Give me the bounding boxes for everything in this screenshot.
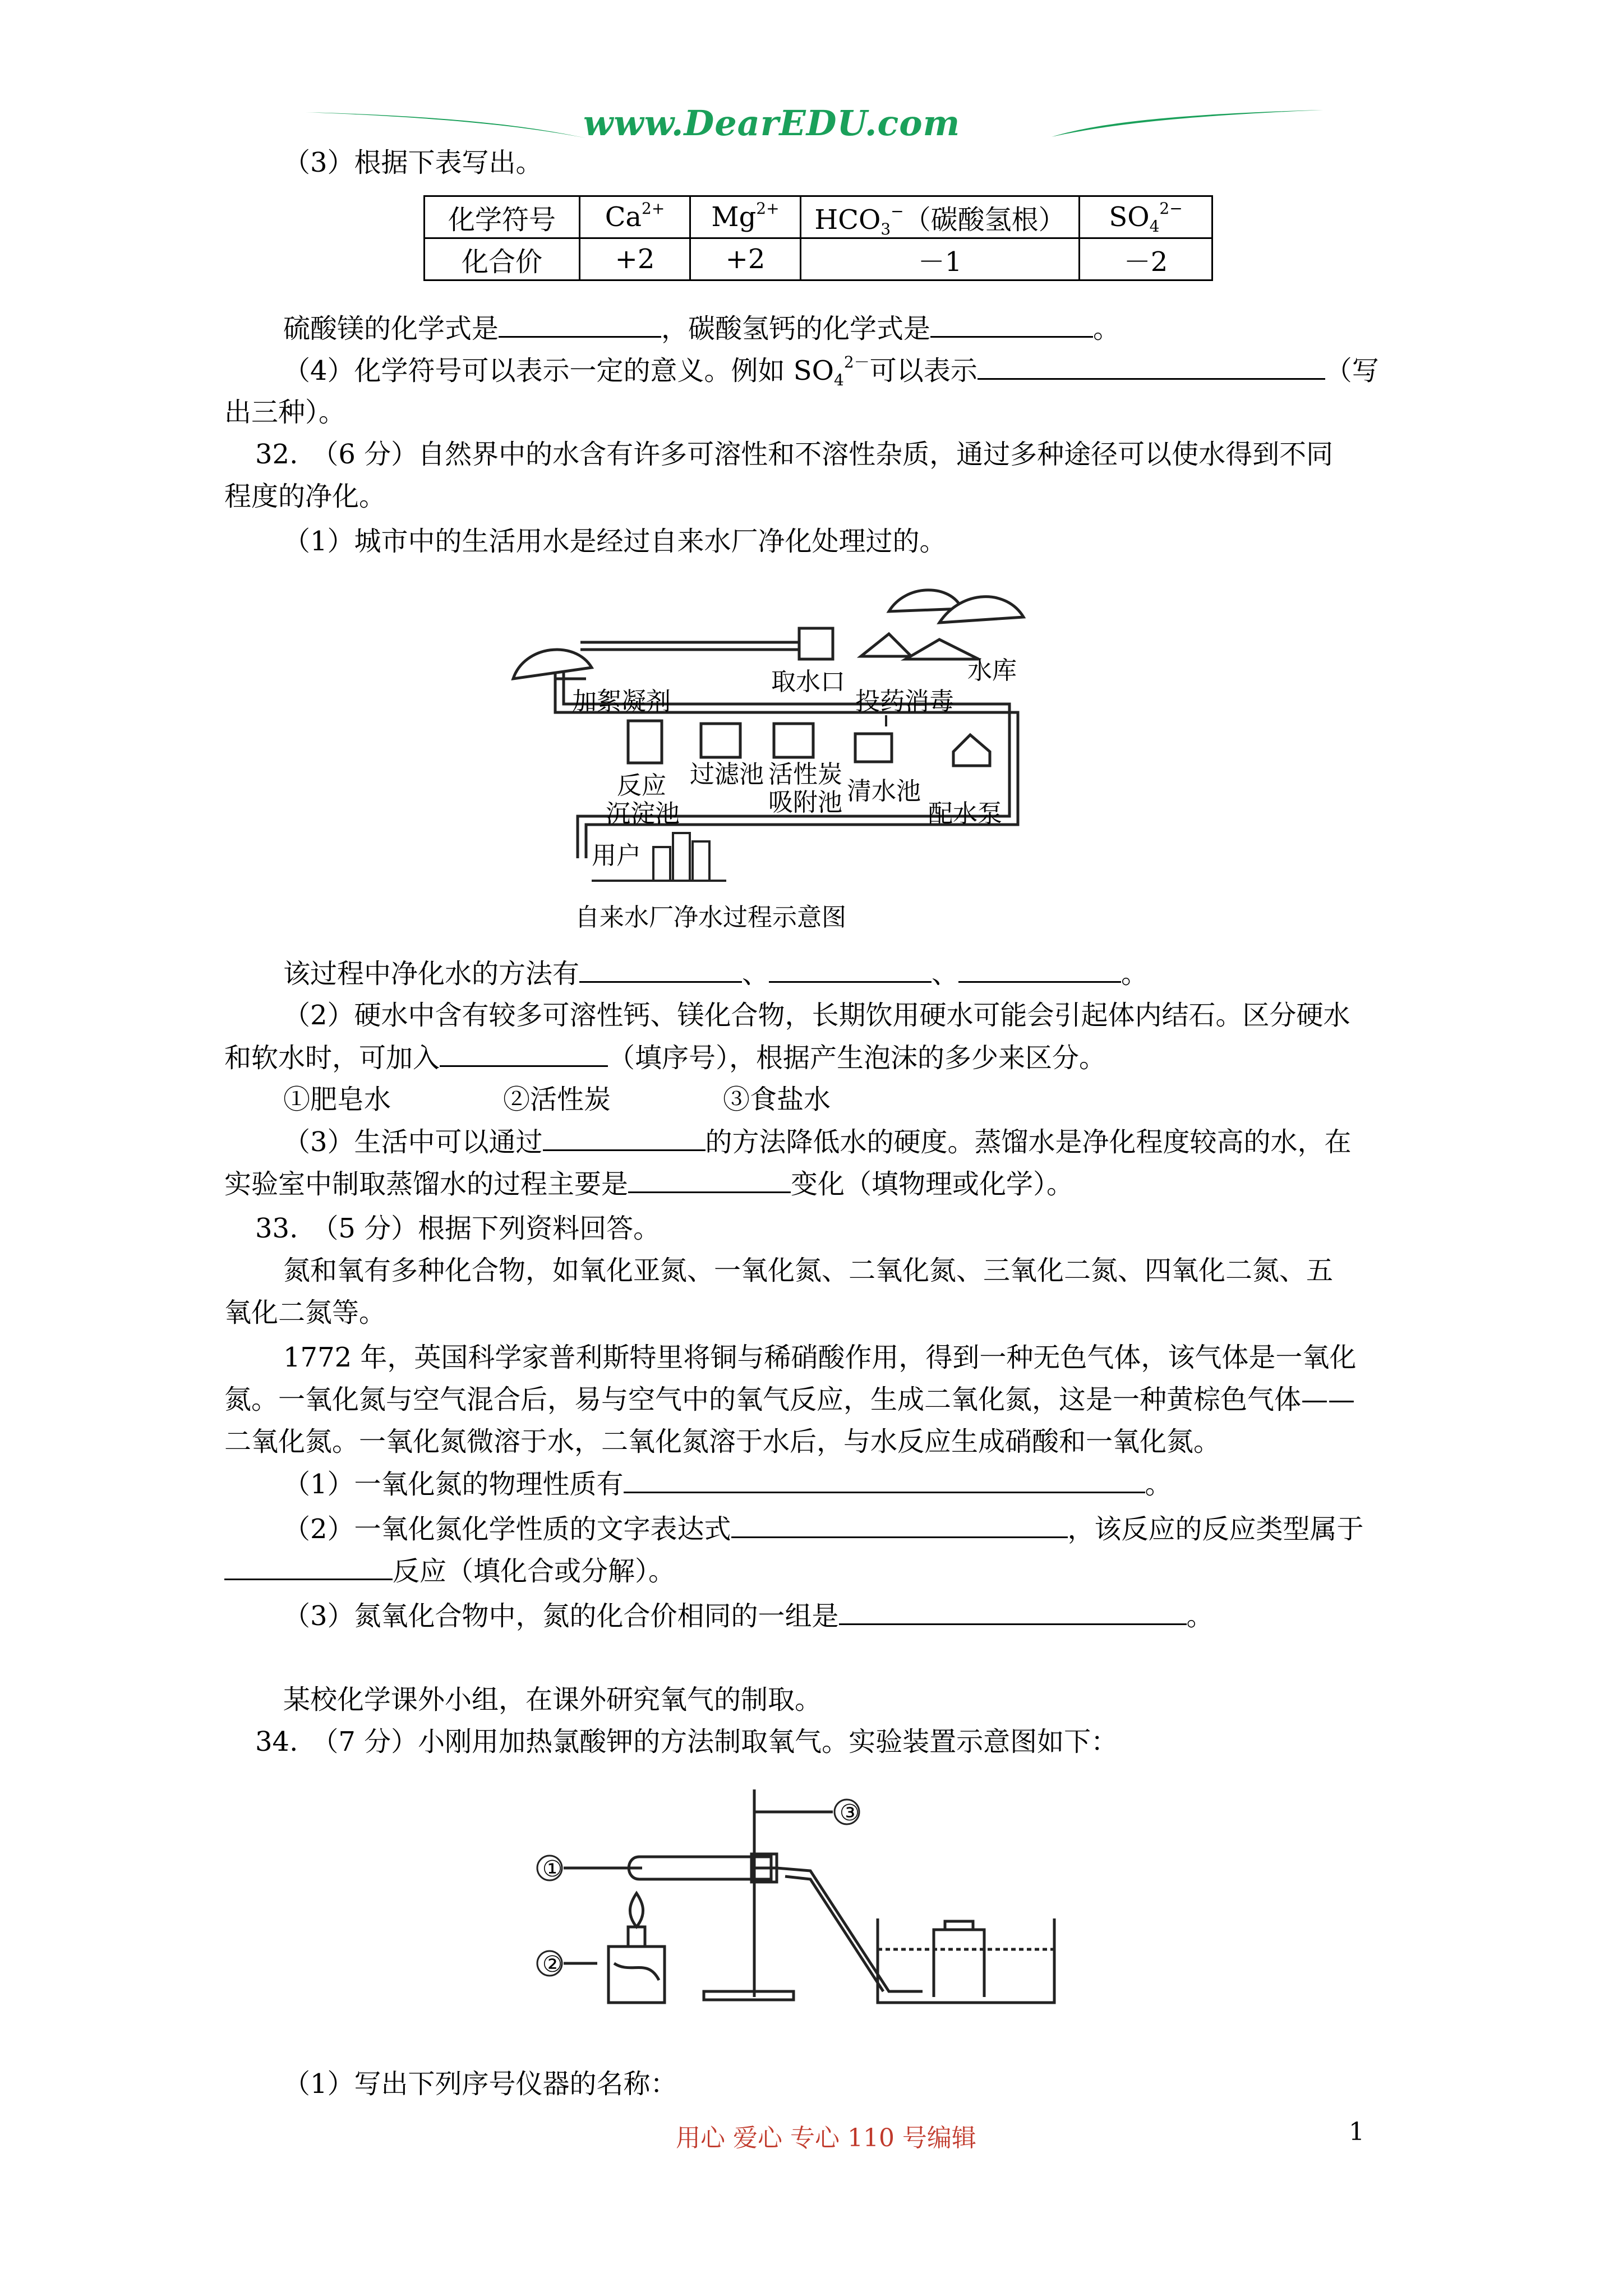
q32-heading: 32. （6 分）自然界中的水含有许多可溶性和不溶性杂质，通过多种途径可以使水得到不同: [255, 439, 1334, 470]
intake-box: [799, 628, 833, 659]
answer-blank[interactable]: [930, 311, 1093, 338]
page-number: 1: [1349, 2118, 1364, 2146]
table-cell: $SO_4^{2-}$: [1080, 196, 1212, 238]
label-carbon-2: 吸附池: [768, 788, 842, 817]
q32-heading-2: 程度的净化。: [224, 481, 386, 512]
carbon-tank: [774, 724, 813, 757]
label-clear: 清水池: [847, 777, 921, 806]
q34-intro: 某校化学课外小组，在课外研究氧气的制取。: [283, 1684, 822, 1715]
answer-blank[interactable]: [499, 311, 661, 338]
answer-blank[interactable]: [624, 1467, 1145, 1493]
table-cell: $Mg^{2+}$: [690, 196, 801, 238]
reaction-tank: [628, 721, 662, 763]
answer-blank[interactable]: [839, 1599, 1187, 1625]
q33-material-2: 氧化二氮等。: [224, 1297, 386, 1328]
q31-4-line: （4）化学符号可以表示一定的意义。例如 $SO_4^{2-}$可以表示 （写: [283, 353, 1379, 389]
figure-caption: 自来水厂净水过程示意图: [575, 903, 846, 932]
table-cell: $Ca^{2+}$: [580, 196, 690, 238]
label-reservoir: 水库: [967, 656, 1017, 685]
water-treatment-diagram: [502, 583, 1063, 942]
label-disinfect: 投药消毒: [855, 687, 954, 716]
test-tube: [629, 1857, 771, 1879]
delivery-tube: [777, 1868, 923, 1991]
right-swoosh: [1052, 110, 1324, 137]
table-cell: －2: [1080, 238, 1212, 280]
q33-3-line: （3）氮氧化合物中，氮的化合价相同的一组是 。: [283, 1599, 1214, 1633]
answer-blank[interactable]: [543, 1125, 706, 1151]
answer-blank[interactable]: [628, 1167, 791, 1193]
q32-1-intro: （1）城市中的生活用水是经过自来水厂净化处理过的。: [283, 526, 947, 557]
q33-1-line: （1）一氧化氮的物理性质有 。: [283, 1467, 1172, 1501]
label-pump: 配水泵: [928, 799, 1002, 828]
table-cell: +2: [580, 238, 690, 280]
q32-options: ①肥皂水 ②活性炭 ③食盐水: [283, 1084, 831, 1115]
q31-4-line2: 出三种）。: [224, 397, 346, 428]
q33-material-5: 二氧化氮。一氧化氮微溶于水，二氧化氮溶于水后，与水反应生成硝酸和一氧化氮。: [224, 1426, 1221, 1457]
label-reaction-2: 沉淀池: [606, 799, 680, 828]
label-reaction-1: 反应: [617, 771, 666, 800]
answer-blank[interactable]: [440, 1041, 608, 1067]
q31-3-intro: （3）根据下表写出。: [283, 147, 543, 178]
answer-blank[interactable]: [769, 956, 932, 983]
q33-2-line: （2）一氧化氮化学性质的文字表达式 ，该反应的反应类型属于: [283, 1512, 1364, 1546]
q33-heading: 33. （5 分）根据下列资料回答。: [255, 1213, 661, 1244]
table-cell: 化学符号: [425, 196, 580, 238]
reservoir-mountains-icon: [861, 590, 1023, 659]
q32-methods-line: 该过程中净化水的方法有 、 、 。: [283, 956, 1148, 991]
ion-valence-table: [423, 195, 1213, 281]
table-row: [425, 238, 1212, 280]
filter-tank: [701, 724, 740, 757]
footer-text: 用心 爱心 专心 110 号编辑: [676, 2124, 976, 2152]
table-cell: －1: [801, 238, 1080, 280]
answer-blank[interactable]: [978, 353, 1325, 380]
q33-2-line2: 反应（填化合或分解）。: [224, 1554, 675, 1588]
canopy-icon: [513, 650, 592, 679]
q32-2-line2: 和软水时，可加入 （填序号），根据产生泡沫的多少来区分。: [224, 1041, 1106, 1075]
answer-blank[interactable]: [958, 956, 1121, 983]
q33-material-1: 氮和氧有多种化合物，如氧化亚氮、一氧化氮、二氧化氮、三氧化二氮、四氧化二氮、五: [283, 1255, 1334, 1286]
oxygen-apparatus-diagram: [530, 1778, 1068, 2014]
label-2: ②: [542, 1952, 562, 1977]
q31-3-answer-line: 硫酸镁的化学式是 ，碳酸氢钙的化学式是 。: [283, 311, 1120, 346]
label-carbon-1: 活性炭: [768, 760, 842, 789]
label-user: 用户: [592, 841, 641, 870]
table-row: [425, 196, 1212, 238]
table-cell: +2: [690, 238, 801, 280]
answer-blank[interactable]: [579, 956, 742, 983]
table-cell: 化合价: [425, 238, 580, 280]
left-swoosh: [306, 112, 586, 138]
q33-material-4: 氮。一氧化氮与空气混合后，易与空气中的氧气反应，生成二氧化氮，这是一种黄棕色气体——: [224, 1384, 1355, 1415]
label-filter: 过滤池: [690, 760, 764, 789]
label-coagulant: 加絮凝剂: [572, 687, 671, 716]
q32-3-line2: 实验室中制取蒸馏水的过程主要是 变化（填物理或化学）。: [224, 1167, 1073, 1201]
label-intake: 取水口: [771, 668, 845, 696]
table-cell: $HCO_3^-$（碳酸氢根）: [801, 196, 1080, 238]
q32-2-line: （2）硬水中含有较多可溶性钙、镁化合物，长期饮用硬水可能会引起体内结石。区分硬水: [283, 1000, 1350, 1031]
q34-heading: 34. （7 分）小刚用加热氯酸钾的方法制取氧气。实验装置示意图如下：: [255, 1726, 1118, 1757]
q34-1-line: （1）写出下列序号仪器的名称：: [283, 2068, 677, 2100]
site-logo-text: www.DearEDU.com: [583, 103, 961, 144]
answer-blank[interactable]: [731, 1512, 1068, 1538]
q33-material-3: 1772 年，英国科学家普利斯特里将铜与稀硝酸作用，得到一种无色气体，该气体是一氧化: [283, 1342, 1357, 1373]
clear-tank: [855, 734, 892, 762]
label-3: ③: [840, 1800, 860, 1826]
q32-3-line: （3）生活中可以通过 的方法降低水的硬度。蒸馏水是净化程度较高的水，在: [283, 1125, 1352, 1159]
label-1: ①: [542, 1856, 562, 1882]
collection-bottle: [934, 1930, 984, 1997]
pump-house: [953, 735, 990, 766]
answer-blank[interactable]: [224, 1554, 393, 1580]
